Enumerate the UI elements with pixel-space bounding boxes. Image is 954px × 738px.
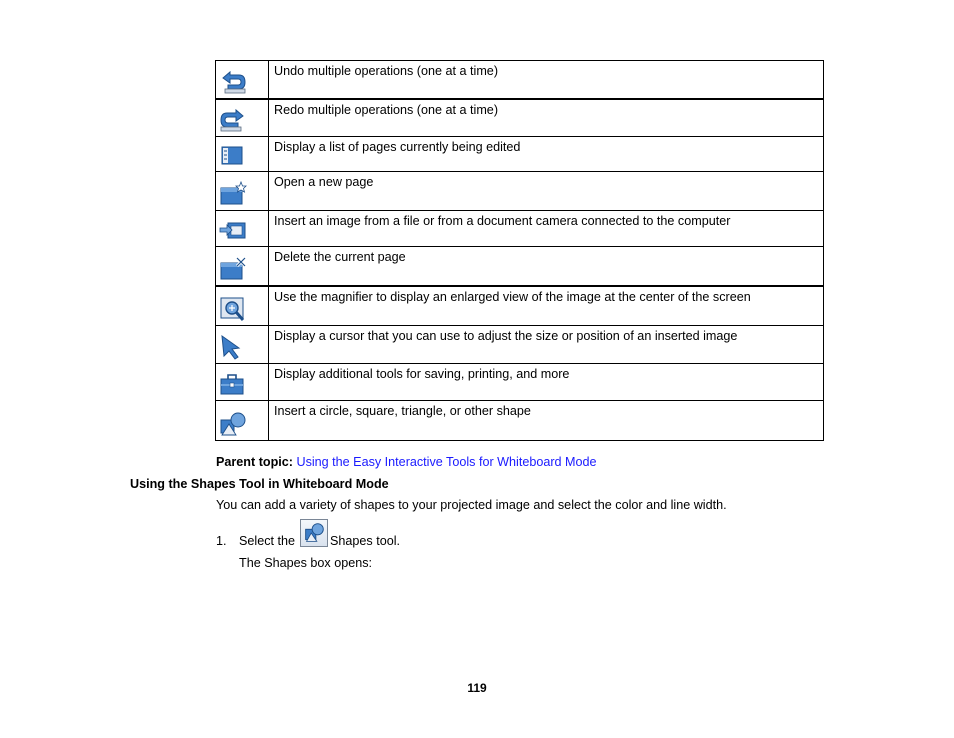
delete-page-icon [219,256,247,282]
icon-cell [216,326,269,364]
step-text-before: Select the [239,534,296,548]
row-description: Undo multiple operations (one at a time) [269,61,824,99]
insert-image-icon [219,217,247,243]
row-description: Insert an image from a file or from a document camera connected to the computer [269,211,824,247]
new-page-icon [219,181,247,207]
step-result: The Shapes box opens: [239,556,373,570]
row-description: Delete the current page [269,247,824,286]
step-number: 1. [216,534,227,548]
parent-topic [216,455,597,469]
icon-cell [216,61,269,99]
row-description: Use the magnifier to display an enlarged view of the image at the center of the screen [269,286,824,326]
shapes-icon [301,520,327,546]
toolbox-icon [219,371,247,397]
section-heading: Using the Shapes Tool in Whiteboard Mode [130,477,389,491]
shapes-tool-inline [300,519,328,547]
page-list-icon [219,142,247,168]
icon-cell [216,247,269,286]
step-text-after: Shapes tool. [330,534,401,548]
icon-cell [216,172,269,211]
magnifier-icon [219,296,247,322]
row-description: Display a cursor that you can use to adjust the size or position of an inserted image [269,326,824,364]
shapes-icon [219,411,247,437]
row-description: Open a new page [269,172,824,211]
redo-icon [219,107,247,133]
row-description: Insert a circle, square, triangle, or other shape [269,401,824,441]
icon-cell [216,137,269,172]
icon-cell [216,99,269,137]
icon-cell [216,286,269,326]
section-intro: You can add a variety of shapes to your projected image and select the color and line width. [216,498,727,512]
cursor-icon [219,334,247,360]
icon-cell [216,401,269,441]
row-description: Display additional tools for saving, printing, and more [269,364,824,401]
page-number: 119 [467,681,487,695]
icon-cell [216,364,269,401]
row-description: Display a list of pages currently being edited [269,137,824,172]
undo-icon [219,69,247,95]
parent-topic-label: Parent topic: [216,455,293,469]
row-description: Redo multiple operations (one at a time) [269,99,824,137]
icon-cell [216,211,269,247]
parent-topic-link[interactable]: Using the Easy Interactive Tools for Whiteboard Mode [296,455,597,469]
toolbar-icons-table [215,60,824,441]
